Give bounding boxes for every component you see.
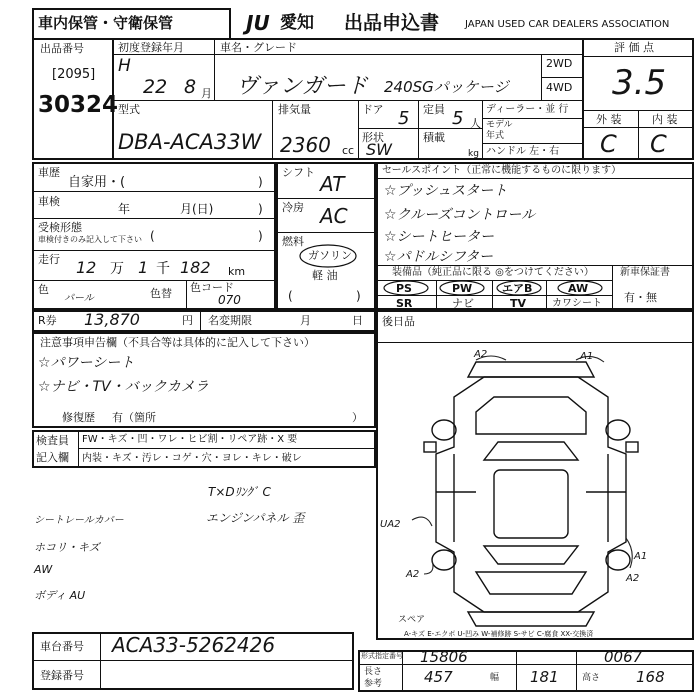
recv-open: ( — [150, 229, 155, 243]
shift-label: シフト — [282, 166, 315, 179]
mark-a2-left: A2 — [406, 569, 420, 580]
mark-a2-top: A2 — [474, 349, 488, 360]
notes-line-2: ☆ナビ・TV・バックカメラ — [38, 379, 209, 395]
name-change-month: 月 — [300, 314, 311, 327]
class-code: 0067 — [604, 648, 643, 666]
warranty-label: 新車保証書 — [620, 267, 670, 278]
car-grade: 240SGパッケージ — [384, 78, 509, 96]
mark-a1-top: A1 — [580, 351, 594, 362]
equip-sr: SR — [396, 297, 413, 310]
capacity-unit: 人 — [470, 117, 481, 130]
inspector-row-1: FW・キズ・凹・ワレ・ヒビ割・リペア跡・X 要 — [82, 434, 298, 445]
car-diagram — [376, 342, 694, 632]
car-name: ヴァンガード — [236, 74, 368, 99]
drive-4wd: 4WD — [546, 81, 573, 94]
height-value: 168 — [636, 668, 665, 686]
exterior-grade: C — [600, 130, 617, 158]
recv-close: ) — [258, 229, 263, 243]
mileage-unit-a: 万 — [110, 261, 124, 277]
inspection-year: 年 — [118, 202, 131, 216]
exterior-label: 外 装 — [596, 113, 622, 126]
shape-value: SW — [366, 140, 392, 159]
repair-value: 有（箇所 — [112, 411, 156, 424]
lot-sub-number: [2095] — [52, 67, 96, 82]
history-label: 車歴 — [38, 166, 60, 179]
fuel-diesel: 軽 油 — [312, 269, 338, 282]
history-value: 自家用・( — [68, 175, 126, 190]
registration-month: 8 — [184, 76, 197, 98]
registration-year: 22 — [143, 76, 168, 98]
mark-a1-right: A1 — [634, 551, 648, 562]
model-code-label: 形式指定番号 — [361, 652, 403, 660]
dealer-line1: ディーラー・並 行 — [486, 104, 569, 115]
length-value: 457 — [424, 668, 453, 686]
inspector-label-1: 検査員 — [36, 434, 69, 447]
fuel-open: ( — [288, 289, 293, 303]
chassis-value: ACA33-5262426 — [112, 633, 276, 657]
inspector-row-2: 内装・キズ・汚レ・コゲ・穴・ヨレ・キレ・破レ — [82, 453, 302, 464]
model-code: 15806 — [420, 648, 468, 666]
model-value: DBA-ACA33W — [118, 130, 262, 154]
height-label: 高さ — [582, 673, 601, 683]
displacement-value: 2360 — [280, 133, 331, 157]
storage-label: 車内保管・守衛保管 — [38, 14, 174, 32]
doors-value: 5 — [398, 108, 410, 129]
mileage-unit: km — [228, 265, 246, 278]
recv-label: 受検形態 — [38, 221, 82, 234]
lot-number: 30324 — [38, 92, 119, 118]
sales-item-4: ☆パドルシフター — [384, 249, 493, 265]
fuel-label: 燃料 — [282, 235, 304, 248]
sales-item-2: ☆クルーズコントロール — [384, 207, 536, 223]
equip-pw: PW — [452, 282, 473, 295]
shape-label: 形状 — [362, 131, 384, 144]
ac-label: 冷房 — [282, 201, 304, 214]
displacement-label: 排気量 — [278, 103, 311, 116]
gasoline-circle — [298, 243, 358, 269]
lot-label: 出品番号 — [40, 42, 84, 55]
spare-label: スペア — [398, 615, 426, 625]
inspector-note-6: ボディ AU — [34, 589, 86, 602]
notes-label: 注意事項申告欄（不具合等は具体的に記入して下さい） — [40, 336, 315, 349]
recv-note: 車検付きのみ記入して下さい — [38, 235, 142, 244]
color-label: 色 — [38, 283, 49, 296]
color-code-label: 色コード — [190, 281, 234, 294]
warranty-value: 有・無 — [624, 291, 657, 304]
damage-legend: A-キズ E-エクボ U-凹み W-補修跡 S-サビ C-腐食 XX-交換済 — [404, 630, 594, 638]
interior-label: 内 装 — [652, 113, 678, 126]
capacity-value: 5 — [452, 108, 464, 129]
mark-a2-bottom: A2 — [626, 573, 640, 584]
mileage-unit-b: 千 — [156, 261, 170, 277]
assoc-name: JAPAN USED CAR DEALERS ASSOCIATION — [465, 19, 670, 30]
color-change-label: 色替 — [150, 287, 172, 300]
equip-aw: AW — [568, 282, 589, 295]
equip-navi: ナビ — [452, 297, 474, 310]
equipment-circles — [376, 280, 612, 296]
recycle-unit: 円 — [182, 314, 193, 327]
chassis-label: 車台番号 — [40, 640, 84, 653]
load-unit: kg — [468, 149, 479, 159]
registration-number-label: 登録番号 — [40, 669, 84, 682]
name-change-day: 日 — [352, 314, 363, 327]
mileage-value-c: 182 — [180, 258, 211, 277]
back-seat-label: 後日品 — [382, 315, 415, 328]
inspector-note-4: ホコリ・キズ — [34, 541, 100, 554]
equip-leather: カワシート — [552, 298, 602, 309]
org-name: 愛知 — [280, 13, 314, 33]
dealer-handle: ハンドル 左・右 — [486, 146, 560, 157]
recycle-value: 13,870 — [84, 310, 140, 329]
displacement-unit: cc — [342, 144, 355, 157]
capacity-label: 定員 — [423, 103, 445, 116]
sales-item-3: ☆シートヒーター — [384, 229, 494, 245]
mark-ua2-left: UA2 — [380, 519, 401, 530]
ju-logo: JU — [246, 11, 270, 35]
length-label: 長さ — [364, 667, 383, 677]
width-value: 181 — [530, 668, 559, 686]
repair-label: 修復歴 — [62, 411, 95, 424]
inspector-note-2: エンジンパネル 歪 — [206, 511, 305, 525]
mileage-value-a: 12 — [76, 258, 97, 277]
ref-label: 参考 — [364, 679, 383, 689]
dealer-model: モデル — [486, 120, 513, 130]
inspection-close: ) — [258, 202, 263, 216]
car-name-label: 車名・グレード — [220, 41, 297, 54]
shift-value: AT — [320, 172, 345, 196]
equip-ps: PS — [396, 282, 412, 295]
mileage-label: 走行 — [38, 253, 60, 266]
equip-airbag: エアB — [502, 282, 533, 295]
fuel-gasoline: ガソリン — [308, 249, 352, 262]
equipment-label: 装備品（純正品に限る ◎をつけてください） — [392, 267, 594, 278]
rating-label: 評 価 点 — [614, 41, 654, 54]
doors-label: ドア — [362, 103, 384, 116]
mileage-value-b: 1 — [138, 258, 149, 277]
model-label: 型式 — [118, 103, 140, 116]
dealer-year: 年式 — [486, 131, 505, 141]
repair-close: ） — [352, 411, 363, 424]
registration-month-unit: 月 — [201, 87, 212, 100]
width-label: 幅 — [490, 673, 500, 683]
recycle-label: R券 — [38, 314, 57, 327]
interior-grade: C — [650, 130, 667, 158]
inspector-label-2: 記入欄 — [36, 451, 69, 464]
registration-label: 初度登録年月 — [118, 41, 184, 54]
ac-value: AC — [320, 204, 348, 228]
sales-label: セールスポイント（正常に機能するものに限ります） — [382, 165, 622, 176]
drive-2wd: 2WD — [546, 57, 573, 70]
notes-line-1: ☆パワーシート — [38, 355, 135, 371]
inspector-note-1: T×Dﾘﾝｸﾞ C — [208, 485, 271, 499]
equip-tv: TV — [510, 297, 527, 310]
history-close: ) — [258, 175, 263, 189]
form-title: 出品申込書 — [344, 12, 440, 34]
rating-score: 3.5 — [612, 63, 667, 103]
inspector-note-5: AW — [34, 563, 53, 576]
sales-item-1: ☆プッシュスタート — [384, 183, 508, 199]
inspection-label: 車検 — [38, 195, 60, 208]
registration-era: H — [118, 56, 131, 76]
fuel-close: ) — [356, 289, 361, 303]
color-value: パール — [64, 293, 94, 304]
color-code: 070 — [218, 293, 241, 307]
load-label: 積載 — [423, 131, 445, 144]
inspection-month: 月(日) — [180, 202, 214, 216]
inspector-note-3: シートレールカバー — [34, 515, 124, 526]
name-change-label: 名変期限 — [208, 314, 252, 327]
